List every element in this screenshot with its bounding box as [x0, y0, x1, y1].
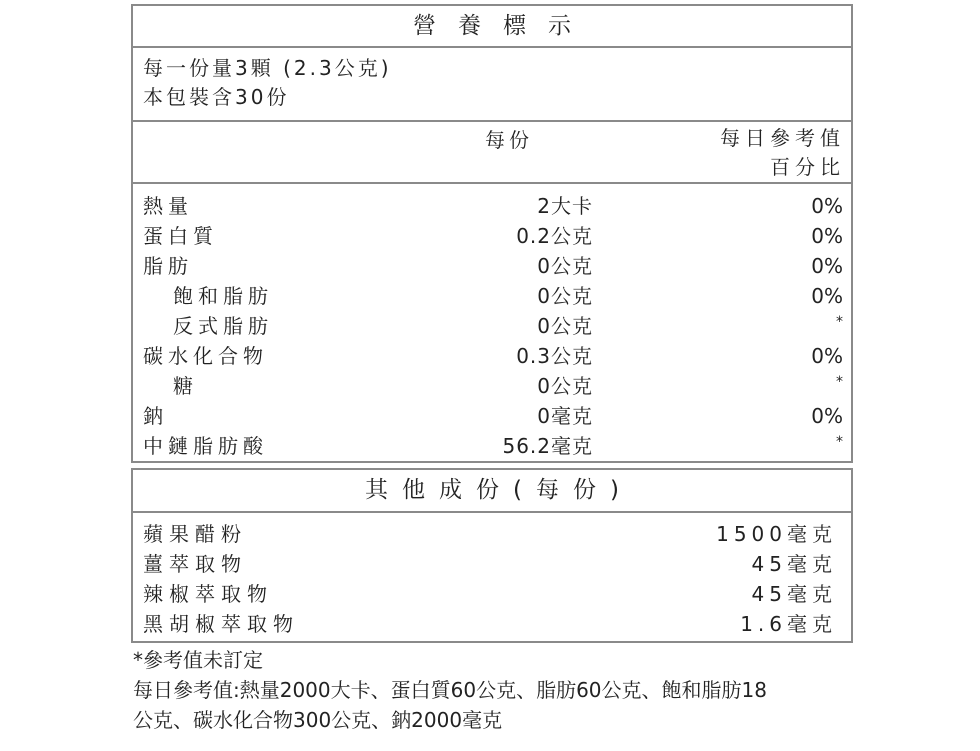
ingredient-name: 蘋果醋粉	[143, 522, 247, 546]
nutrient-row	[133, 251, 851, 281]
nutrient-name: 中鏈脂肪酸	[143, 434, 268, 458]
footnotes	[133, 645, 863, 735]
nutrient-amount: 0毫克	[537, 404, 593, 428]
nutrient-name: 反式脂肪	[173, 314, 273, 338]
nutrient-row	[133, 341, 851, 371]
daily-value-header	[720, 124, 845, 182]
nutrient-name: 脂肪	[143, 254, 193, 278]
daily-value-header-line1: 每日參考值	[720, 126, 845, 150]
ingredient-rows	[133, 513, 851, 641]
ingredient-amount: 45毫克	[751, 582, 837, 606]
nutrient-dv: 0%	[811, 344, 843, 368]
nutrient-dv: 0%	[811, 284, 843, 308]
nutrient-name: 糖	[173, 374, 198, 398]
ingredient-row	[133, 519, 851, 549]
nutrient-row	[133, 221, 851, 251]
nutrient-name: 熱量	[143, 194, 193, 218]
footnote-daily-values: 每日參考值:熱量2000大卡、蛋白質60公克、脂肪60公克、飽和脂肪18	[133, 678, 767, 702]
nutrient-name: 碳水化合物	[143, 344, 268, 368]
nutrient-amount: 0公克	[537, 314, 593, 338]
per-serving-header: 每份	[485, 128, 533, 152]
ingredient-row	[133, 549, 851, 579]
servings-per-package: 本包裝含30份	[143, 85, 290, 109]
serving-size: 每一份量3顆 (2.3公克)	[143, 56, 392, 80]
nutrient-name: 鈉	[143, 404, 168, 428]
ingredient-name: 辣椒萃取物	[143, 582, 273, 606]
nutrition-title: 營養標示	[133, 6, 851, 48]
nutrient-row	[133, 431, 851, 461]
column-header	[133, 122, 851, 184]
nutrient-amount: 0.3公克	[516, 344, 593, 368]
footnote-undefined-reference: *參考值未訂定	[133, 648, 263, 672]
nutrient-dv: *	[836, 434, 843, 450]
ingredient-name: 薑萃取物	[143, 552, 247, 576]
ingredient-row	[133, 609, 851, 639]
nutrient-dv: 0%	[811, 254, 843, 278]
nutrient-amount: 0公克	[537, 254, 593, 278]
nutrient-amount: 2大卡	[537, 194, 593, 218]
nutrient-row	[133, 311, 851, 341]
serving-info	[133, 48, 851, 122]
nutrient-dv: 0%	[811, 224, 843, 248]
nutrient-amount: 56.2毫克	[502, 434, 593, 458]
daily-value-header-line2: 百分比	[770, 155, 845, 179]
nutrient-name: 飽和脂肪	[173, 284, 273, 308]
ingredient-name: 黑胡椒萃取物	[143, 612, 299, 636]
ingredient-amount: 1500毫克	[716, 522, 837, 546]
ingredient-amount: 45毫克	[751, 552, 837, 576]
other-ingredients-table	[131, 468, 853, 643]
nutrient-row	[133, 191, 851, 221]
nutrient-dv: 0%	[811, 404, 843, 428]
nutrient-row	[133, 281, 851, 311]
nutrient-rows	[133, 184, 851, 461]
nutrient-amount: 0公克	[537, 284, 593, 308]
other-ingredients-title: 其他成份(每份)	[133, 470, 851, 513]
nutrient-amount: 0公克	[537, 374, 593, 398]
nutrient-row	[133, 401, 851, 431]
footnote-daily-values-cont: 公克、碳水化合物300公克、鈉2000毫克	[133, 708, 503, 732]
nutrient-name: 蛋白質	[143, 224, 218, 248]
nutrient-dv: 0%	[811, 194, 843, 218]
nutrition-facts-table	[131, 4, 853, 463]
nutrient-row	[133, 371, 851, 401]
ingredient-row	[133, 579, 851, 609]
nutrient-dv: *	[836, 314, 843, 330]
nutrient-dv: *	[836, 374, 843, 390]
nutrient-amount: 0.2公克	[516, 224, 593, 248]
ingredient-amount: 1.6毫克	[740, 612, 837, 636]
